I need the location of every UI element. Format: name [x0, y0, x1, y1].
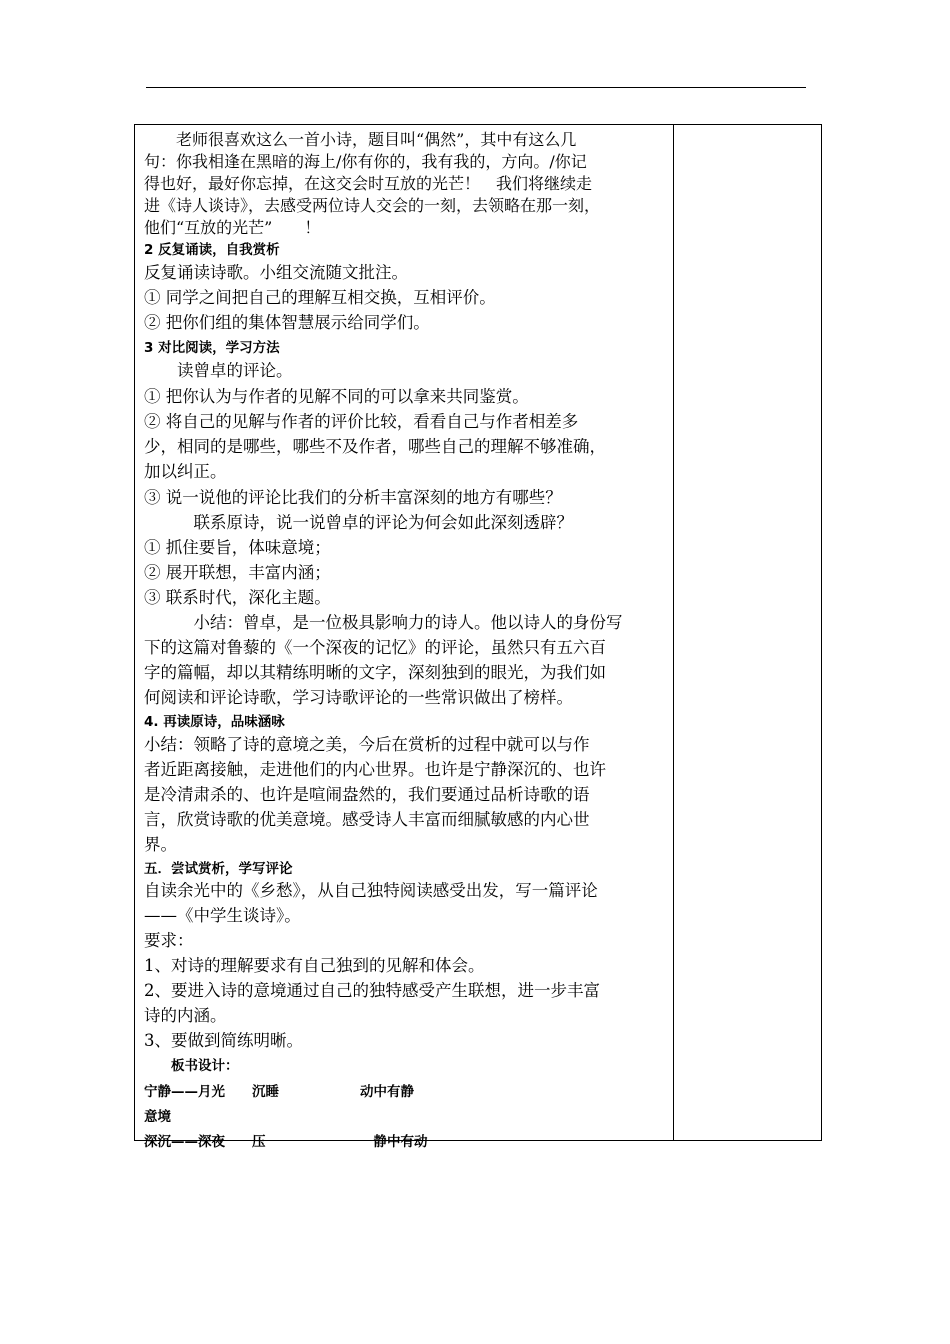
board-design-heading: 板书设计：: [144, 1058, 239, 1074]
body-line: 1、对诗的理解要求有自己独到的见解和体会。: [144, 956, 485, 975]
body-line: ② 把你们组的集体智慧展示给同学们。: [144, 313, 430, 332]
body-line: 联系原诗，说一说曾卓的评论为何会如此深刻透辟？: [144, 513, 573, 532]
section-heading: 2 反复诵读，自我赏析: [144, 242, 280, 258]
body-line: 要求：: [144, 931, 194, 950]
intro-line: 老师很喜欢这么一首小诗，题目叫“偶然”，其中有这么几: [144, 130, 577, 149]
intro-line: 他们“互放的光芒” ！: [144, 218, 321, 237]
body-line: 少，相同的是哪些，哪些不及作者，哪些自己的理解不够准确，: [144, 437, 606, 456]
body-line: 3、要做到简练明晰。: [144, 1031, 303, 1050]
body-line: 下的这篇对鲁藜的《一个深夜的记忆》的评论，虽然只有五六百: [144, 638, 606, 657]
column-divider: [673, 125, 674, 1140]
body-line: 是冷清肃杀的、也许是喧闹盎然的，我们要通过品析诗歌的语: [144, 785, 590, 804]
body-line: 小结：曾卓，是一位极具影响力的诗人。他以诗人的身份写: [144, 613, 623, 632]
board-design-line: 深沉——深夜 压 静中有动: [144, 1134, 428, 1150]
body-line: 加以纠正。: [144, 462, 227, 481]
board-design-line: 意境: [144, 1109, 171, 1125]
body-line: 者近距离接触，走进他们的内心世界。也许是宁静深沉的、也许: [144, 760, 606, 779]
body-line: 自读余光中的《乡愁》，从自己独特阅读感受出发，写一篇评论: [144, 881, 598, 900]
section-heading: 4. 再读原诗，品味涵咏: [144, 714, 285, 730]
body-line: ① 同学之间把自己的理解互相交换，互相评价。: [144, 288, 496, 307]
body-line: 读曾卓的评论。: [144, 361, 293, 380]
board-design-line: 宁静——月光 沉睡 动中有静: [144, 1084, 414, 1100]
intro-line: 得也好，最好你忘掉，在这交会时互放的光芒！ 我们将继续走: [144, 174, 593, 193]
intro-line: 句：你我相逢在黑暗的海上/你有你的，我有我的，方向。/你记: [144, 152, 587, 171]
header-rule: [146, 87, 806, 88]
body-line: 小结：领略了诗的意境之美，今后在赏析的过程中就可以与作: [144, 735, 590, 754]
body-line: 反复诵读诗歌。小组交流随文批注。: [144, 263, 408, 282]
body-line: 言，欣赏诗歌的优美意境。感受诗人丰富而细腻敏感的内心世: [144, 810, 590, 829]
body-line: ——《中学生谈诗》。: [144, 906, 301, 925]
body-line: ③ 说一说他的评论比我们的分析丰富深刻的地方有哪些？: [144, 488, 562, 507]
body-line: 字的篇幅，却以其精练明晰的文字，深刻独到的眼光，为我们如: [144, 663, 606, 682]
body-line: 2、要进入诗的意境通过自己的独特感受产生联想，进一步丰富: [144, 981, 600, 1000]
body-line: 界。: [144, 835, 177, 854]
body-line: ② 展开联想，丰富内涵；: [144, 563, 331, 582]
body-line: 诗的内涵。: [144, 1006, 227, 1025]
body-line: ① 把你认为与作者的见解不同的可以拿来共同鉴赏。: [144, 387, 529, 406]
lesson-table: [134, 124, 822, 1150]
body-line: ③ 联系时代，深化主题。: [144, 588, 331, 607]
body-line: ② 将自己的见解与作者的评价比较，看看自己与作者相差多: [144, 412, 579, 431]
body-line: 何阅读和评论诗歌，学习诗歌评论的一些常识做出了榜样。: [144, 688, 573, 707]
body-line: ① 抓住要旨，体味意境；: [144, 538, 331, 557]
section-heading: 3 对比阅读，学习方法: [144, 340, 280, 356]
section-heading: 五．尝试赏析，学写评论: [144, 861, 293, 877]
intro-line: 进《诗人谈诗》，去感受两位诗人交会的一刻，去领略在那一刻，: [144, 196, 601, 215]
